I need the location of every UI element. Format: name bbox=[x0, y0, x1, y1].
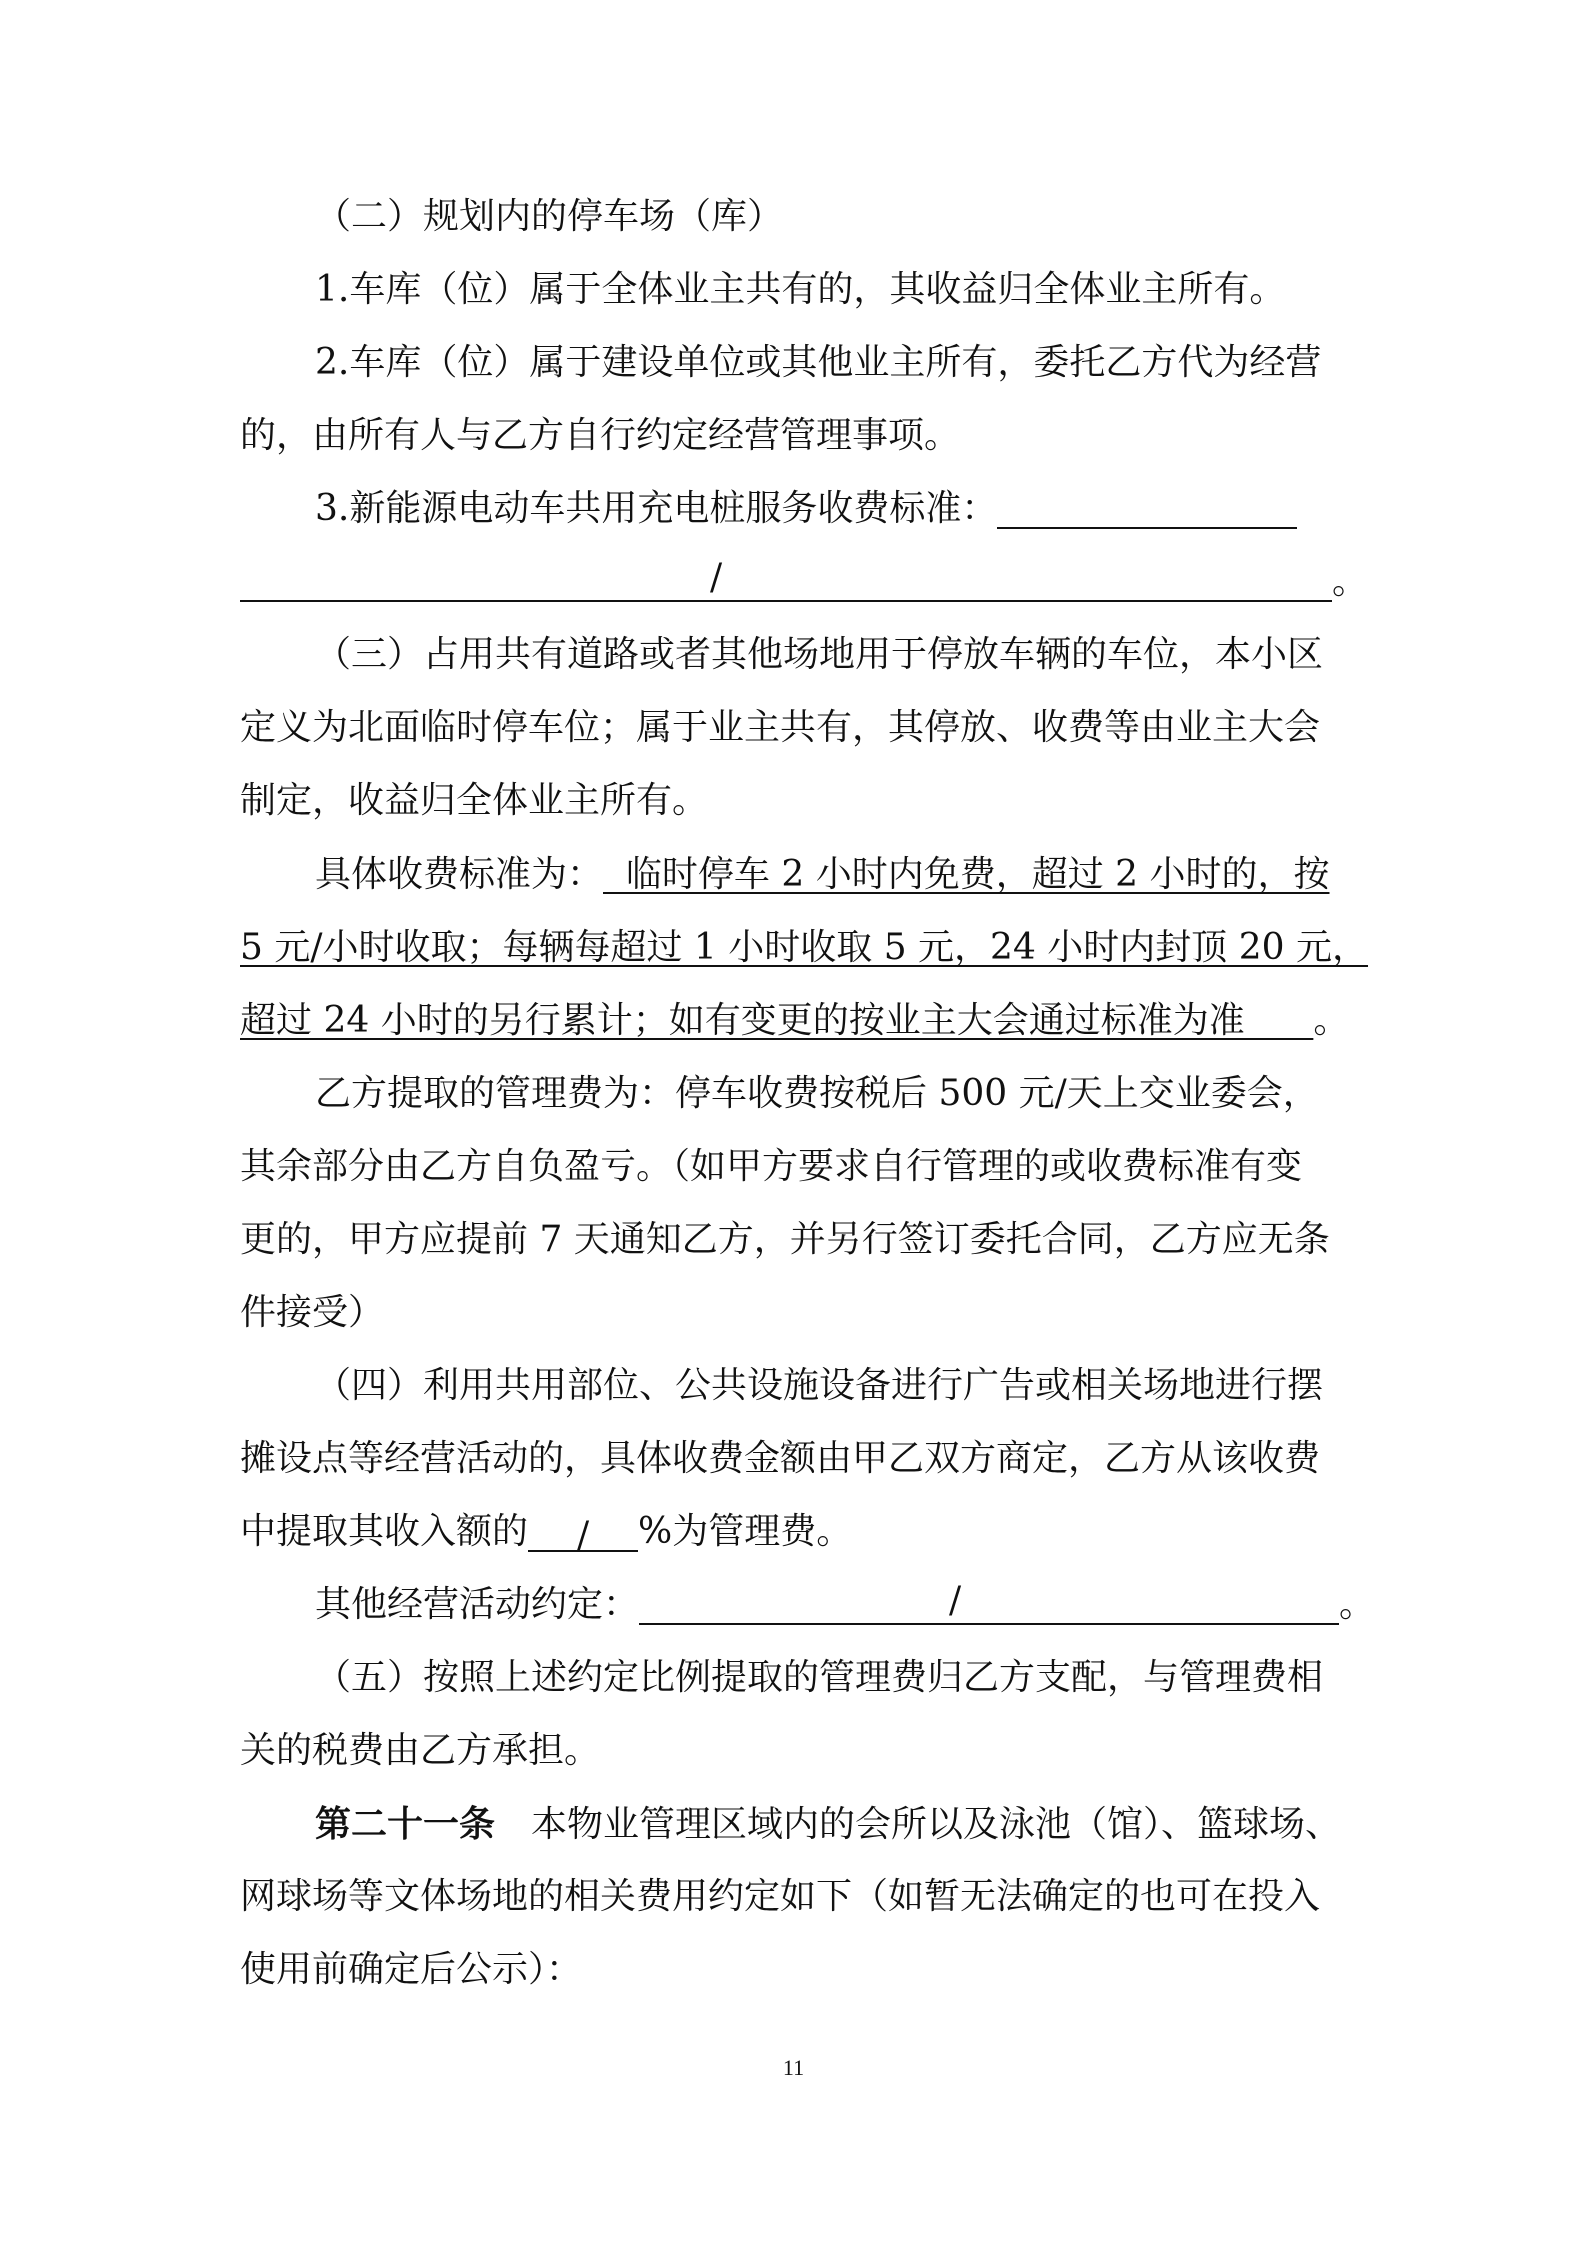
paragraph-item-2-line2: 的，由所有人与乙方自行约定经营管理事项。 bbox=[240, 415, 961, 456]
percentage-blank bbox=[528, 1515, 638, 1556]
article-21-text: 本物业管理区域内的会所以及泳池（馆）、篮球场、 bbox=[495, 1804, 1342, 1845]
fee-standard-line1 bbox=[315, 855, 1352, 895]
section-3-line3: 制定，收益归全体业主所有。 bbox=[240, 780, 709, 821]
fee-standard-line2 bbox=[240, 927, 1369, 968]
section-4-line3 bbox=[240, 1511, 1352, 1556]
other-activities-blank bbox=[639, 1580, 1339, 1625]
line-end-period: 。 bbox=[1332, 561, 1369, 602]
section-3-line1: （三）占用共有道路或者其他场地用于停放车辆的车位，本小区 bbox=[315, 634, 1324, 675]
charging-fee-continuation bbox=[240, 557, 1369, 602]
line-end-period: 。 bbox=[1339, 1584, 1376, 1625]
line-end-period: 。 bbox=[1313, 1000, 1350, 1041]
article-21-line3: 使用前确定后公示）： bbox=[240, 1949, 583, 1990]
charging-fee-line bbox=[315, 489, 1352, 529]
blank-slash: / bbox=[949, 1580, 962, 1621]
charging-fee-label: 3.新能源电动车共用充电桩服务收费标准： bbox=[315, 488, 998, 529]
section-4-line2: 摊设点等经营活动的，具体收费金额由甲乙双方商定，乙方从该收费 bbox=[240, 1438, 1321, 1479]
blank-slash: / bbox=[576, 1515, 590, 1556]
article-21-line2: 网球场等文体场地的相关费用约定如下（如暂无法确定的也可在投入 bbox=[240, 1876, 1321, 1917]
fee-standard-text-1: 临时停车 2 小时内免费，超过 2 小时的，按 bbox=[603, 854, 1330, 895]
other-activities-line bbox=[315, 1580, 1376, 1625]
fee-standard-label: 具体收费标准为： bbox=[315, 854, 604, 895]
section-5-line1: （五）按照上述约定比例提取的管理费归乙方支配，与管理费相 bbox=[315, 1657, 1324, 1698]
paragraph-item-2-line1: 2.车库（位）属于建设单位或其他业主所有，委托乙方代为经营 bbox=[315, 342, 1322, 383]
management-fee-line1: 乙方提取的管理费为：停车收费按税后 500 元/天上交业委会， bbox=[315, 1073, 1319, 1114]
management-fee-line4: 件接受） bbox=[240, 1292, 385, 1333]
fee-standard-line3 bbox=[240, 1001, 1352, 1041]
section-3-line2: 定义为北面临时停车位；属于业主共有，其停放、收费等由业主大会 bbox=[240, 707, 1321, 748]
paragraph-item-1: 1.车库（位）属于全体业主共有的，其收益归全体业主所有。 bbox=[315, 269, 1286, 310]
charging-fee-blank bbox=[997, 493, 1297, 529]
management-fee-line3: 更的，甲方应提前 7 天通知乙方，并另行签订委托合同，乙方应无条 bbox=[240, 1219, 1330, 1260]
fee-standard-text-2: 5 元/小时收取；每辆每超过 1 小时收取 5 元，24 小时内封顶 20 元， bbox=[240, 927, 1369, 968]
article-21-heading: 第二十一条 bbox=[315, 1803, 496, 1845]
blank-slash: / bbox=[710, 557, 723, 598]
charging-fee-blank-2 bbox=[240, 557, 1332, 602]
section-4-text: 中提取其收入额的 bbox=[240, 1511, 529, 1552]
fee-standard-text-3: 超过 24 小时的另行累计；如有变更的按业主大会通过标准为准 bbox=[240, 1000, 1314, 1041]
page-number: 11 bbox=[782, 2055, 805, 2080]
article-21-line1 bbox=[315, 1804, 1352, 1844]
section-5-line2: 关的税费由乙方承担。 bbox=[240, 1730, 601, 1771]
section-4-line1: （四）利用共用部位、公共设施设备进行广告或相关场地进行摆 bbox=[315, 1365, 1324, 1406]
management-fee-line2: 其余部分由乙方自负盈亏。（如甲方要求自行管理的或收费标准有变 bbox=[240, 1146, 1303, 1187]
section-4-text-end: %为管理费。 bbox=[638, 1511, 853, 1552]
section-heading-2: （二）规划内的停车场（库） bbox=[315, 196, 784, 237]
other-activities-label: 其他经营活动约定： bbox=[315, 1584, 640, 1625]
